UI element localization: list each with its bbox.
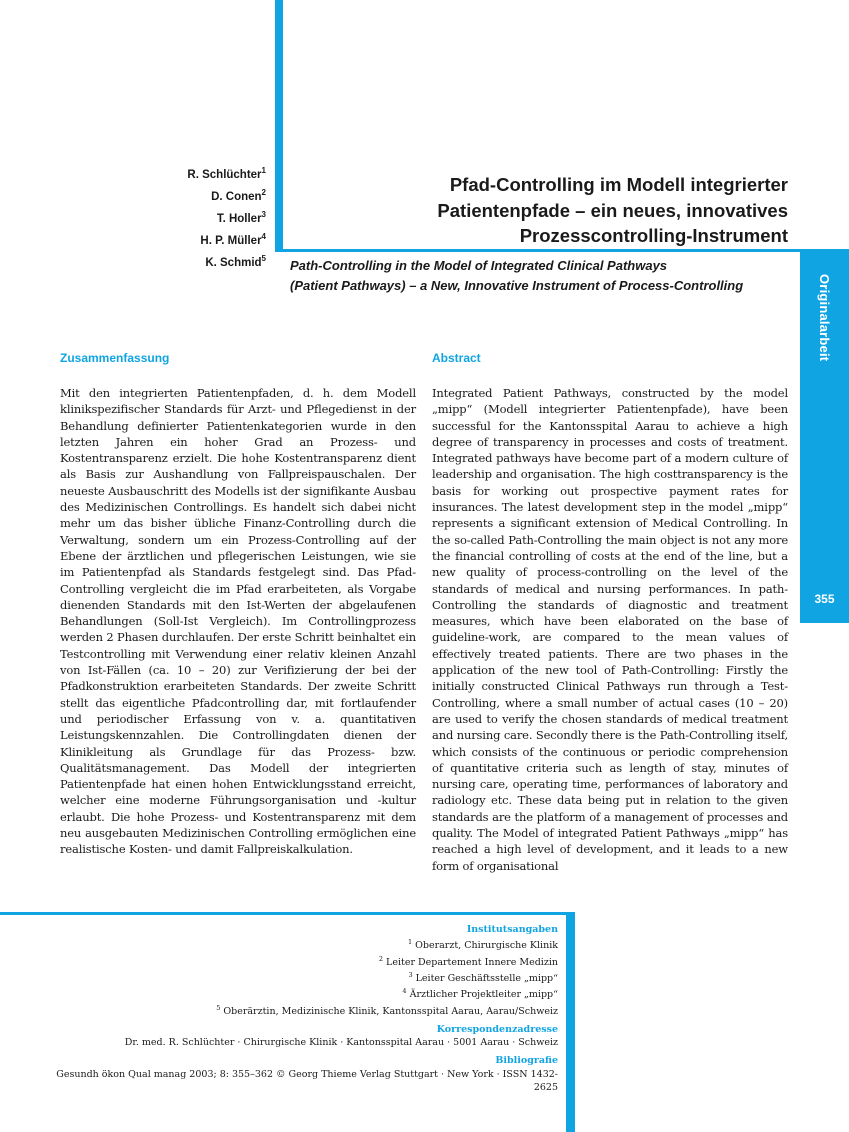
abstract-column <box>432 350 788 874</box>
bibliography-heading: Bibliografie <box>495 1055 558 1067</box>
institution-line: $^4$ Ärztlicher Projektleiter „mipp“ <box>402 987 558 1001</box>
institution-line: $^1$ Oberarzt, Chirurgische Klinik <box>407 938 558 952</box>
author: H. P. Müller$^4$ <box>200 232 266 247</box>
author: K. Schmid$^5$ <box>205 254 266 269</box>
subtitle-line: Path-Controlling in the Model of Integrated Clinical Pathways <box>290 258 668 273</box>
correspondence-address: Dr. med. R. Schlüchter · Chirurgische Klinik · Kantonsspital Aarau · 5001 Aarau · Schweiz <box>124 1037 558 1049</box>
subtitle-line: (Patient Pathways) – a New, Innovative Instrument of Process-Controlling <box>290 278 744 293</box>
summary-heading: Zusammenfassung <box>60 351 170 365</box>
accent-vertical-bar-top <box>275 0 283 252</box>
institution-line: $^3$ Leiter Geschäftsstelle „mipp“ <box>408 970 558 985</box>
correspondence-heading: Korrespondenzadresse <box>436 1024 558 1035</box>
accent-horizontal-rule <box>275 249 849 252</box>
page-number: 355 <box>814 592 835 606</box>
abstract-text: Integrated Patient Pathways, constructed by the model „mipp“ (Modell integrierter Patientenpfade), have been successful for the Kantonsspital Aarau to achieve a high degree of transparency in processes and costs of treatment. Integrated pathways have become part of a modern culture of leadership and organisation. The high costtransparency is the basis for working out prospective payment rates for insurances. The latest development step in the model „mipp“ represents a significant extension of Medical Controlling. In the so-called Path-Controlling the main object is not any more the financial controlling of costs at the end of the line, but a new quality of process-controlling on the level of the standards of medical and nursing performances. In path-Controlling the standards of diagnostic and treatment measures, which have been elaborated on the base of guideline-work, are compared to the mean values of effectively treated patients. There are two phases in the application of the new tool of Path-Controlling: Firstly the initially constructed Clinical Pathways run through a Test-Controlling, where a small number of actual cases (10 – 20) are used to verify the chosen standards of medical treatment and nursing care. Secondly there is the Path-Controlling itself, which consists of the continuous or periodic comprehension of quantitative criteria such as length of stay, minutes of nursing care, operating time, performances of laboratory and radiology etc. These data being put in relation to the given standards are the platform of a management of processes and quality. The Model of integrated Patient Pathways „mipp“ has reached a high level of development, and it leads to a new form of organisational <box>432 386 788 873</box>
author-list <box>60 162 266 272</box>
title-line: Patientenpfade – ein neues, innovatives <box>437 199 788 221</box>
title-line: Prozesscontrolling-Instrument <box>519 225 788 246</box>
article-type-label-wrap <box>800 274 849 394</box>
author: D. Conen$^2$ <box>211 188 266 203</box>
author: T. Holler$^3$ <box>216 210 266 225</box>
article-title <box>300 172 788 249</box>
article-info-box <box>40 923 558 1094</box>
footer-vertical-bar <box>566 912 575 1132</box>
institution-line: $^5$ Oberärztin, Medizinische Klinik, Kantonsspital Aarau, Aarau/Schweiz <box>216 1003 558 1017</box>
footer-horizontal-rule <box>0 912 575 915</box>
author: R. Schlüchter$^1$ <box>187 166 266 181</box>
bibliography-citation: Gesundh ökon Qual manag 2003; 8: 355–362 © Georg Thieme Verlag Stuttgart · New York · ISSN 1432-2625 <box>56 1068 558 1093</box>
article-type-label: Originalarbeit <box>817 274 832 362</box>
title-line: Pfad-Controlling im Modell integrierter <box>449 174 788 195</box>
english-title <box>290 256 790 296</box>
summary-column <box>60 350 416 858</box>
institutions-heading: Institutsangaben <box>466 924 558 935</box>
summary-text: Mit den integrierten Patientenpfaden, d. h. dem Modell klinikspezifischer Standards für Arzt- und Pflegedienst in der Behandlung definierter Patientenkategorien wurde in den letzten Jahren ein hoher Grad an Prozess- und Kostentransparenz erzielt. Die hohe Kostentransparenz dient als Basis zur Aushandlung von Fallpreispauschalen. Der neueste Ausbauschritt des Modells ist der signifikante Ausbau des Medizinischen Controllings. Es handelt sich dabei nicht mehr um das bisher übliche Finanz-Controlling durch die Verwaltung, sondern um ein Prozess-Controlling auf der Ebene der ärztlichen und pflegerischen Leistungen, wie sie im Patientenpfad als Standards festgelegt sind. Das Pfad-Controlling vergleicht die im Pfad erarbeiteten, als Vorgabe dienenden Standards mit den Ist-Werten der abgelaufenen Behandlungen (Soll-Ist Vergleich). Im Controllingprozess werden 2 Phasen durchlaufen. Der erste Schritt beinhaltet ein Testcontrolling mit Verwendung einer relativ kleinen Anzahl von Ist-Fällen (ca. 10 – 20) zur Verifizierung der bei der Pfadkonstruktion erarbeiteten Standards. Der zweite Schritt stellt das eigentliche Pfadcontrolling dar, mit fortlaufender und periodischer Erfassung von v. a. quantitativen Leistungskennzahlen. Die Controllingdaten dienen der Klinikleitung als Grundlage für das Prozess- bzw. Qualitätsmanagement. Das Modell der integrierten Patientenpfade hat einen hohen Entwicklungsstand erreicht, welcher eine moderne Führungsorganisation und -kultur erlaubt. Die hohe Prozess- und Kostentransparenz mit dem neu ausgebauten Medizinischen Controlling ermöglichen eine realistische Kosten- und damit Fallpreiskalkulation. <box>60 386 416 857</box>
institution-line: $^2$ Leiter Departement Innere Medizin <box>378 954 558 968</box>
abstract-heading: Abstract <box>432 351 481 365</box>
article-type-tab <box>800 252 849 623</box>
